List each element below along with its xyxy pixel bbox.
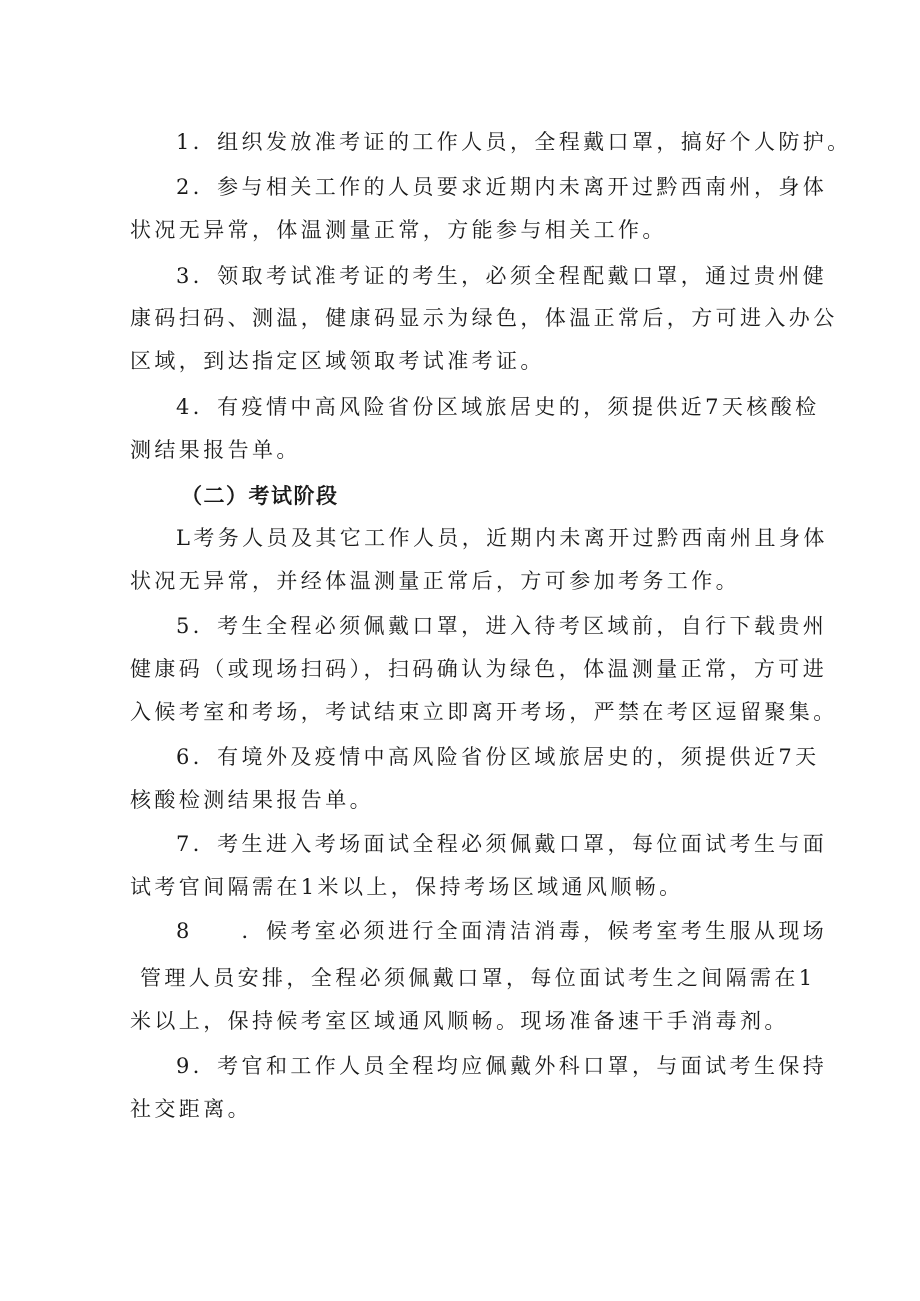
- paragraph-3-line-1: 3．领取考试准考证的考生，必须全程配戴口罩，通过贵州健: [176, 264, 828, 288]
- paragraph-6-line-2: 健康码（或现场扫码），扫码确认为绿色，体温测量正常，方可进: [130, 657, 828, 681]
- paragraph-9-line-1: 8 ．候考室必须进行全面清洁消毒，候考室考生服从现场: [176, 919, 828, 943]
- paragraph-9-line-3: 米以上，保持候考室区域通风顺畅。现场准备速干手消毒剂。: [130, 1009, 789, 1033]
- paragraph-6-line-1: 5．考生全程必须佩戴口罩，进入待考区域前，自行下载贵州: [176, 614, 828, 638]
- paragraph-10-line-1: 9．考官和工作人员全程均应佩戴外科口罩，与面试考生保持: [176, 1054, 828, 1078]
- section-heading: （二）考试阶段: [181, 484, 339, 508]
- paragraph-5-line-1: L考务人员及其它工作人员，近期内未离开过黔西南州且身体: [176, 526, 828, 550]
- paragraph-3-line-2: 康码扫码、测温，健康码显示为绿色，体温正常后，方可进入办公: [130, 306, 838, 330]
- paragraph-2-line-1: 2．参与相关工作的人员要求近期内未离开过黔西南州，身体: [176, 175, 828, 199]
- paragraph-8-line-2: 试考官间隔需在1米以上，保持考场区域通风顺畅。: [130, 875, 684, 899]
- paragraph-5-line-2: 状况无异常，并经体温测量正常后，方可参加考务工作。: [130, 569, 740, 593]
- paragraph-3-line-3: 区域，到达指定区域领取考试准考证。: [130, 349, 545, 373]
- paragraph-9-line-2: 管理人员安排，全程必须佩戴口罩，每位面试考生之间隔需在1: [140, 966, 816, 990]
- paragraph-1-line-1: 1．组织发放准考证的工作人员，全程戴口罩，搞好个人防护。: [176, 130, 852, 154]
- paragraph-4-line-1: 4．有疫情中高风险省份区域旅居史的，须提供近7天核酸检: [176, 395, 820, 419]
- paragraph-8-line-1: 7．考生进入考场面试全程必须佩戴口罩，每位面试考生与面: [176, 832, 828, 856]
- paragraph-7-line-1: 6．有境外及疫情中高风险省份区域旅居史的，须提供近7天: [176, 745, 820, 769]
- paragraph-2-line-2: 状况无异常，体温测量正常，方能参与相关工作。: [130, 218, 667, 242]
- paragraph-7-line-2: 核酸检测结果报告单。: [130, 788, 374, 812]
- paragraph-4-line-2: 测结果报告单。: [130, 438, 301, 462]
- paragraph-10-line-2: 社交距离。: [130, 1097, 252, 1121]
- paragraph-6-line-3: 入候考室和考场，考试结束立即离开考场，严禁在考区逗留聚集。: [130, 700, 838, 724]
